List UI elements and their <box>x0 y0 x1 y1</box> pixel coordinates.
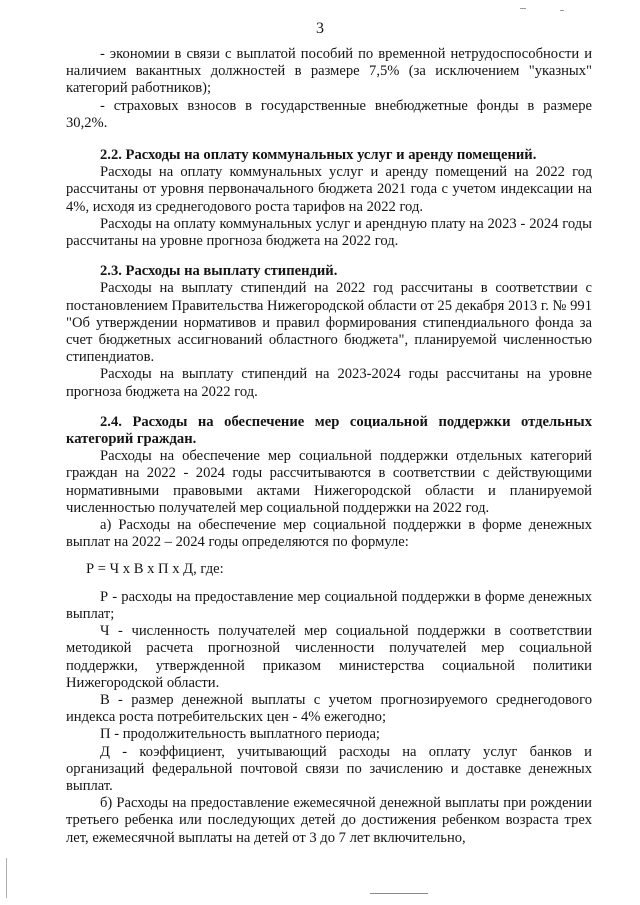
scan-speck <box>560 10 564 11</box>
section-heading: 2.4. Расходы на обеспечение мер социальной поддержки отдельных категорий граждан. <box>66 413 592 448</box>
section-heading: 2.3. Расходы на выплату стипендий. <box>100 263 338 280</box>
paragraph: Расходы на выплату стипендий на 2022 год рассчитаны в соответствии с постановлением Правительства Нижегородской области от 25 декабря 2013 г. № 991 "Об утверждении нормативов и правил формирования стипендиального фонда за счет бюджетных ассигнований областного бюджета", планируемой численностью стипендиатов. <box>66 280 592 366</box>
scan-bottom-mark <box>370 893 428 894</box>
formula: Р = Ч х В х П х Д, где: <box>86 561 224 578</box>
document-body <box>66 46 592 847</box>
paragraph: Ч - численность получателей мер социальной поддержки в соответствии методикой расчета прогнозной численности получателей мер социальной поддержки, утвержденной приказом министерства социальной политики Нижегородской области. <box>66 623 592 691</box>
paragraph: Расходы на оплату коммунальных услуг и аренду помещений на 2022 год рассчитаны от уровня первоначального бюджета 2021 года с учетом индексации на 4%, исходя из среднегодового роста тарифов на 2022 год. <box>66 164 592 215</box>
paragraph: Р - расходы на предоставление мер социальной поддержки в форме денежных выплат; <box>66 588 592 622</box>
section-heading: 2.2. Расходы на оплату коммунальных услуг и аренду помещений. <box>100 147 537 164</box>
paragraph: Д - коэффициент, учитывающий расходы на оплату услуг банков и организаций федеральной почтовой связи по зачислению и доставке денежных выплат. <box>66 743 592 794</box>
paragraph: а) Расходы на обеспечение мер социальной поддержки в форме денежных выплат на 2022 – 2024 годы определяются по формуле: <box>66 517 592 551</box>
paragraph: П - продолжительность выплатного периода; <box>100 726 380 743</box>
paragraph: Расходы на оплату коммунальных услуг и арендную плату на 2023 - 2024 годы рассчитаны на уровне прогноза бюджета на 2022 год. <box>66 215 592 250</box>
paragraph: - страховых взносов в государственные внебюджетные фонды в размере 30,2%. <box>66 97 592 131</box>
paragraph: Расходы на обеспечение мер социальной поддержки отдельных категорий граждан на 2022 - 2024 годы рассчитываются в соответствии с действующими нормативными правовыми актами Нижегородской области и планируемой численностью получателей мер социальной поддержки на 2022 год. <box>66 448 592 516</box>
paragraph: Расходы на выплату стипендий на 2023-2024 годы рассчитаны на уровне прогноза бюджета на 2022 год. <box>66 366 592 400</box>
paragraph: б) Расходы на предоставление ежемесячной денежной выплаты при рождении третьего ребенка или последующих детей до достижения ребенком возраста трех лет, ежемесячной выплаты на детей от 3 до 7 лет включительно, <box>66 795 592 846</box>
page-number: 3 <box>316 20 324 37</box>
paragraph: - экономии в связи с выплатой пособий по временной нетрудоспособности и наличием вакантных должностей в размере 7,5% (за исключением "указных" категорий работников); <box>66 46 592 97</box>
scan-speck <box>520 8 526 9</box>
paragraph: В - размер денежной выплаты с учетом прогнозируемого среднегодового индекса роста потребительских цен - 4% ежегодно; <box>66 691 592 726</box>
scan-margin-mark <box>6 858 7 898</box>
